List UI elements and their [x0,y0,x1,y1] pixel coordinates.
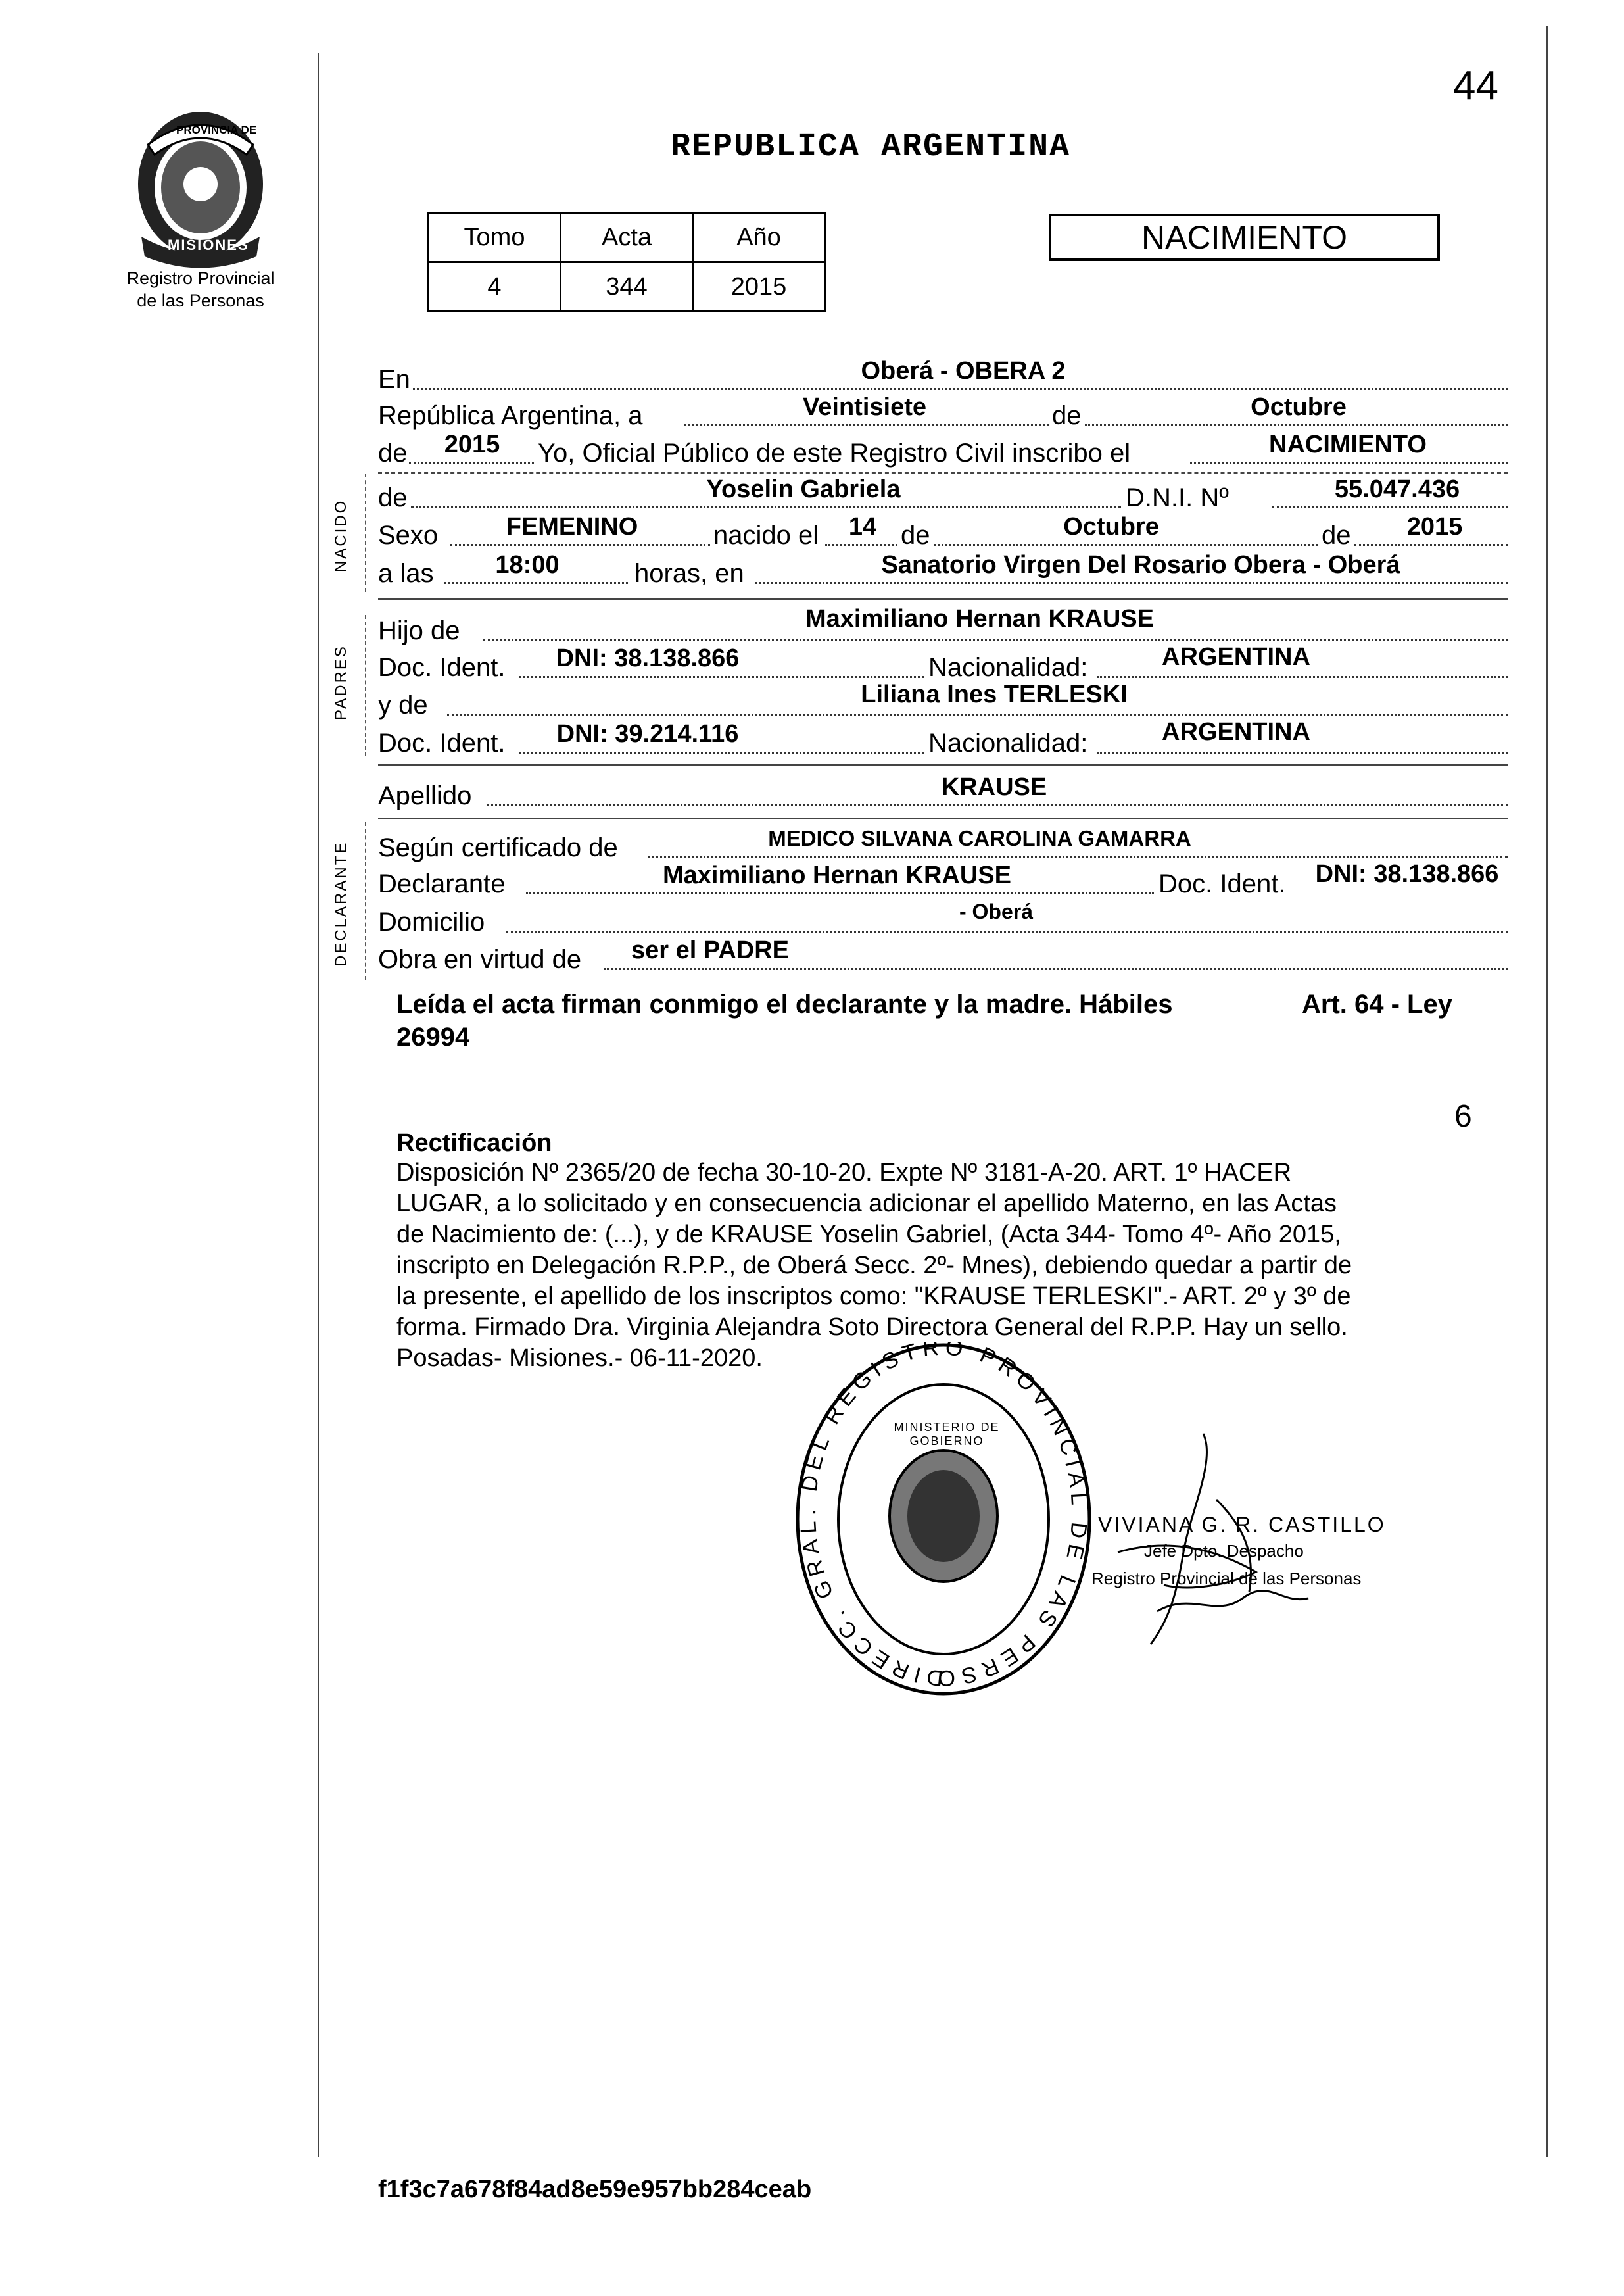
section-padres: PADRES [332,645,350,720]
closing-art: Art. 64 - Ley [1302,990,1452,1019]
divider-3 [378,764,1508,766]
mother-doc-value: DNI: 39.214.116 [556,720,739,748]
country-title: REPUBLICA ARGENTINA [671,128,1071,166]
nacido-divider [365,474,366,592]
closing-line-1: Leída el acta firman conmigo el declarante y la madre. Hábiles [396,990,1173,1019]
en-value: Oberá - OBERA 2 [861,357,1066,385]
value-tomo: 4 [429,262,561,312]
cert-label: Según certificado de [378,833,618,862]
domicilio-label: Domicilio [378,908,485,937]
father-doc-dots [519,676,924,678]
doc-label-2: Doc. Ident. [378,729,506,758]
year-value: 2015 [444,431,500,458]
birth-day-value: 14 [848,513,877,541]
de-label-3: de [1322,521,1351,550]
divider-1 [378,472,1508,474]
birth-month-value: Octubre [1063,513,1159,541]
birth-year-dots [1354,544,1508,546]
nac-label-2: Nacionalidad: [928,729,1088,758]
header-acta: Acta [561,213,693,262]
value-anio: 2015 [693,262,825,312]
declarante-value: Maximiliano Hernan KRAUSE [663,862,1011,889]
declarante-dots [526,892,1154,894]
dni-value: 55.047.436 [1334,476,1460,503]
declarante-divider [365,822,366,980]
apellido-dots [487,804,1508,806]
dni-label: D.N.I. Nº [1126,483,1229,512]
rect-line-2: LUGAR, a lo solicitado y en consecuencia adicionar el apellido Materno, en las Actas [396,1190,1337,1217]
rect-line-4: inscripto en Delegación R.P.P., de Oberá Secc. 2º- Mnes), debiendo quedar a partir de [396,1252,1352,1279]
obra-dots [604,968,1508,970]
father-doc-value: DNI: 38.138.866 [556,645,740,672]
rect-line-5: la presente, el apellido de los inscriptos como: "KRAUSE TERLESKI".- ART. 2º y 3º de [396,1282,1351,1310]
mother-dots [447,714,1508,716]
document-hash: f1f3c7a678f84ad8e59e957bb284ceab [378,2176,812,2203]
obra-value: ser el PADRE [631,937,790,964]
apellido-label: Apellido [378,781,472,810]
rect-line-7: Posadas- Misiones.- 06-11-2020. [396,1344,763,1372]
mother-doc-dots [519,752,924,754]
closing-line-2: 26994 [396,1023,470,1052]
value-acta: 344 [561,262,693,312]
sexo-dots [450,544,710,546]
father-nac-dots [1097,676,1508,678]
declarante-doc-value: DNI: 38.138.866 [1315,860,1499,888]
horas-label: horas, en [634,559,744,588]
signer-office: Registro Provincial de las Personas [1091,1569,1362,1588]
left-margin-line [318,53,319,2157]
name-value: Yoselin Gabriela [706,476,901,503]
record-type-box: NACIMIENTO [1049,214,1440,261]
doc-label-1: Doc. Ident. [378,653,506,682]
section-declarante: DECLARANTE [332,841,350,967]
stamp-icon [792,1342,1095,1710]
father-dots [483,639,1508,641]
place-value: Sanatorio Virgen Del Rosario Obera - Oberá [881,551,1400,579]
signer-title: Jefe Dpto. Despacho [1144,1541,1304,1561]
rect-line-3: de Nacimiento de: (...), y de KRAUSE Yoselin Gabriel, (Acta 344- Tomo 4º- Año 2015, [396,1221,1341,1248]
right-margin-line [1546,26,1548,2157]
time-dots [444,582,628,584]
rect-line-1: Disposición Nº 2365/20 de fecha 30-10-20. Expte Nº 3181-A-20. ART. 1º HACER [396,1159,1292,1186]
dni-dots [1272,506,1508,508]
name-dots [411,506,1121,508]
registry-caption-1: Registro Provincial [126,268,275,288]
oficial-text: Yo, Oficial Público de este Registro Civil inscribo el [538,439,1131,468]
year-dots [409,462,534,464]
father-value: Maximiliano Hernan KRAUSE [805,605,1154,633]
en-dots [413,388,1508,390]
rep-dots-2 [1085,424,1508,426]
nac-label-1: Nacionalidad: [928,653,1088,682]
seal-text-top: PROVINCIA DE [176,124,257,136]
mother-nac-dots [1097,752,1508,754]
sexo-value: FEMENINO [506,513,638,541]
apellido-value: KRAUSE [941,773,1047,801]
day-dots [825,544,897,546]
rep-month-value: Octubre [1251,393,1347,421]
place-dots [755,582,1508,584]
nacido-label: nacido el [713,521,819,550]
official-stamp [792,1342,1095,1710]
header-anio: Año [693,213,825,262]
birth-year-value: 2015 [1406,513,1463,541]
month-dots [934,544,1318,546]
hijo-label: Hijo de [378,616,460,645]
mother-value: Liliana Ines TERLESKI [861,681,1128,708]
rectificacion-title: Rectificación [396,1129,552,1157]
header-tomo: Tomo [429,213,561,262]
time-value: 18:00 [495,551,560,579]
sexo-label: Sexo [378,521,439,550]
mother-nac-value: ARGENTINA [1162,718,1310,746]
divider-2 [378,598,1508,600]
year-prefix-label: de [378,439,408,468]
oficial-dots [1190,462,1508,464]
divider-4 [378,818,1508,819]
domicilio-value: - Oberá [959,900,1034,923]
record-value: NACIMIENTO [1269,431,1427,458]
rep-de-label: de [1052,401,1082,430]
registry-caption-2: de las Personas [137,291,264,310]
en-label: En [378,365,410,394]
signer-name: VIVIANA G. R. CASTILLO [1098,1513,1386,1536]
cert-dots [648,856,1508,858]
rep-label: República Argentina, a [378,401,643,430]
section-nacido: NACIDO [332,499,350,572]
rep-dots-1 [684,424,1049,426]
yde-label: y de [378,691,428,720]
record-number-table [427,212,826,312]
declarante-label: Declarante [378,869,506,898]
rect-line-6: forma. Firmado Dra. Virginia Alejandra Soto Directora General del R.P.P. Hay un sello. [396,1313,1348,1341]
stamp-ring-text: DIRECC. GRAL. DEL REGISTRO PROVINCIAL DE LAS PERSO [795,1342,1092,1691]
name-label: de [378,483,408,512]
obra-label: Obra en virtud de [378,945,582,974]
padres-divider [365,615,366,756]
doc-label-3: Doc. Ident. [1158,869,1286,898]
de-label-2: de [901,521,930,550]
rectificacion-number: 6 [1454,1099,1472,1134]
cert-value: MEDICO SILVANA CAROLINA GAMARRA [768,826,1191,850]
page-number: 44 [1453,63,1498,109]
rep-day-value: Veintisiete [803,393,926,421]
father-nac-value: ARGENTINA [1162,643,1310,671]
alas-label: a las [378,559,434,588]
seal-text-bottom: MISIONES [168,237,249,253]
domicilio-dots [506,931,1508,933]
stamp-inner-text: MINISTERIO DE GOBIERNO [894,1421,1000,1448]
